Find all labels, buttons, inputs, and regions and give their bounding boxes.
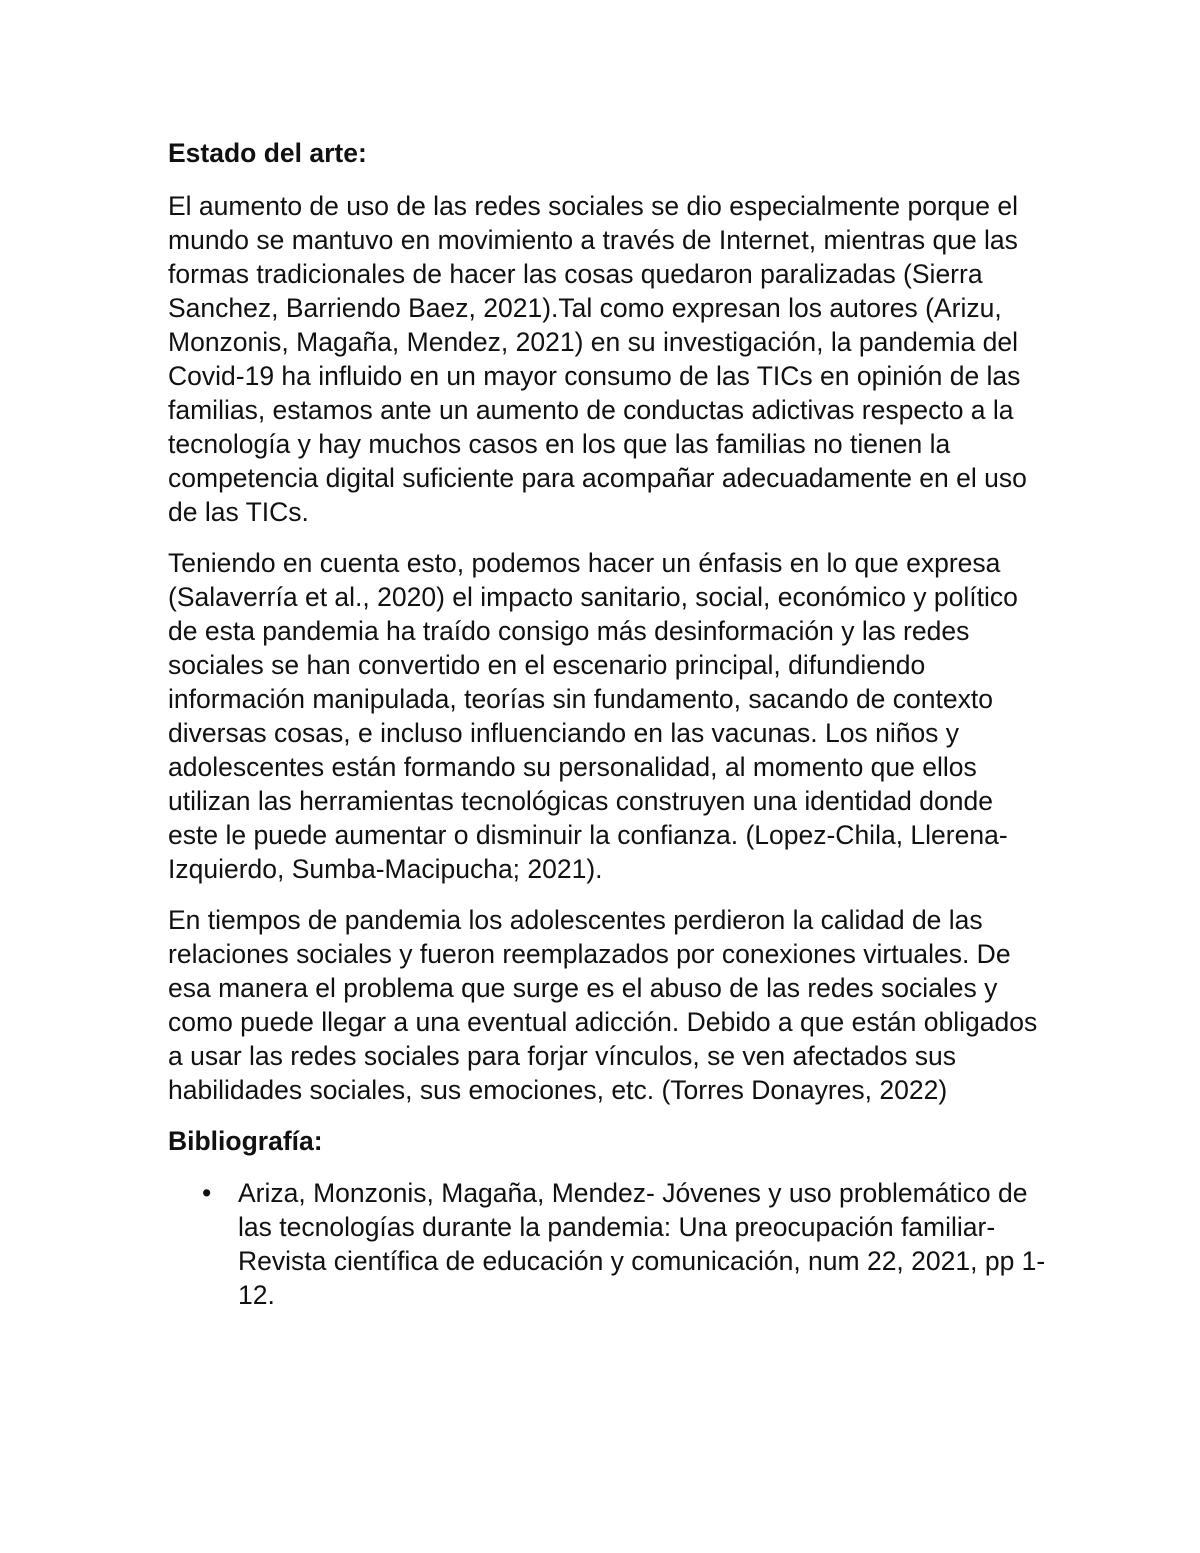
paragraph-2: Teniendo en cuenta esto, podemos hacer un énfasis en lo que expresa (Salaverría et al., 2020) el impacto sanitario, social, económico y político de esta pandemia ha traído consigo más desinformación y las redes sociales se han convertido en el escenario principal, difundiendo información manipulada, teorías sin fundamento, sacando de contexto diversas cosas, e incluso influenciando en las vacunas. Los niños y adolescentes están formando su personalidad, al momento que ellos utilizan las herramientas tecnológicas construyen una identidad donde este le puede aumentar o disminuir la confianza. (Lopez-Chila, Llerena-Izquierdo, Sumba-Macipucha; 2021).: [168, 548, 1018, 884]
section-heading: Estado del arte:: [168, 138, 367, 168]
bibliography-item: [168, 1176, 1048, 1312]
bibliography-item-text: Ariza, Monzonis, Magaña, Mendez- Jóvenes y uso problemático de las tecnologías durante la pandemia: Una preocupación familiar- Revista científica de educación y comunicación, num 22, 2021, pp 1-12.: [238, 1178, 1046, 1310]
bibliography-list: [168, 1176, 1048, 1312]
document-page: [168, 136, 1048, 1312]
bibliography-heading: Bibliografía:: [168, 1126, 323, 1156]
paragraph-3: En tiempos de pandemia los adolescentes perdieron la calidad de las relaciones sociales y fueron reemplazados por conexiones virtuales. De esa manera el problema que surge es el abuso de las redes sociales y como puede llegar a una eventual adicción. Debido a que están obligados a usar las redes sociales para forjar vínculos, se ven afectados sus habilidades sociales, sus emociones, etc. (Torres Donayres, 2022): [168, 905, 1038, 1105]
bullet-icon: •: [202, 1178, 212, 1208]
paragraph-1: El aumento de uso de las redes sociales se dio especialmente porque el mundo se mantuvo en movimiento a través de Internet, mientras que las formas tradicionales de hacer las cosas quedaron paralizadas (Sierra Sanchez, Barriendo Baez, 2021).Tal como expresan los autores (Arizu, Monzonis, Magaña, Mendez, 2021) en su investigación, la pandemia del Covid-19 ha influido en un mayor consumo de las TICs en opinión de las familias, estamos ante un aumento de conductas adictivas respecto a la tecnología y hay muchos casos en los que las familias no tienen la competencia digital suficiente para acompañar adecuadamente en el uso de las TICs.: [168, 191, 1027, 527]
